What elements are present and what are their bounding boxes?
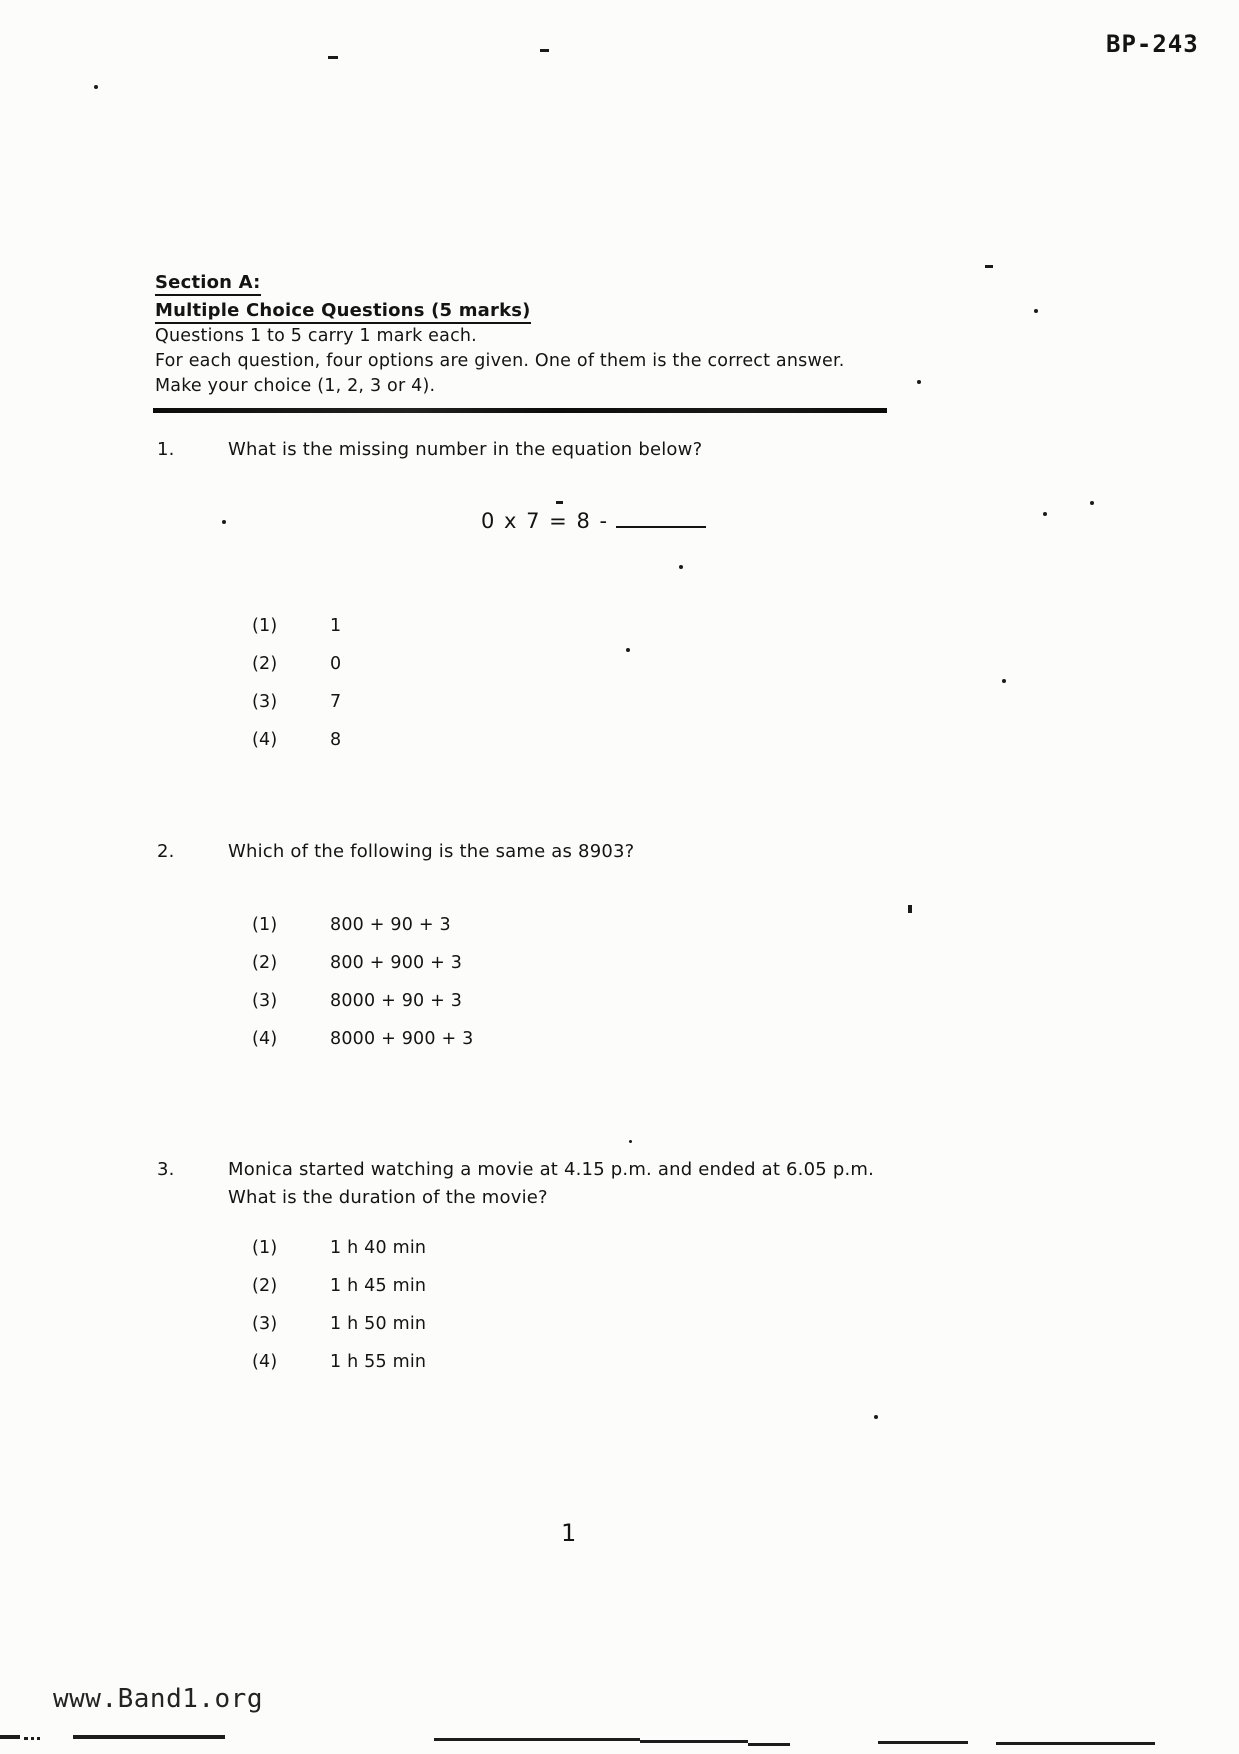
option-row [252,1276,426,1314]
option-value: 8000 + 900 + 3 [330,1029,474,1049]
section-divider-rule [153,408,887,413]
option-row [252,1314,426,1352]
question-number: 3. [157,1159,175,1180]
option-row [252,616,341,654]
question-1 [157,436,702,464]
option-row [252,1029,473,1067]
option-value: 0 [330,654,342,674]
section-subtitle [155,300,531,321]
option-value: 8000 + 90 + 3 [330,991,463,1011]
option-row [252,1238,426,1276]
option-row [252,1352,426,1390]
instruction-line: For each question, four options are given. One of them is the correct answer. [155,351,845,371]
footer-url: www.Band1.org [53,1684,263,1714]
option-row [252,953,473,991]
option-row [252,991,473,1029]
option-value: 800 + 900 + 3 [330,953,463,973]
option-label: (4) [252,1029,278,1049]
question-2 [157,838,634,866]
question-text-line-1: Monica started watching a movie at 4.15 p.m. and ended at 6.05 p.m. [228,1159,875,1180]
option-value: 1 h 40 min [330,1238,427,1258]
option-label: (1) [252,616,278,636]
option-value: 8 [330,730,342,750]
option-value: 1 h 45 min [330,1276,427,1296]
question-text: Which of the following is the same as 8903? [228,841,635,862]
option-value: 1 h 55 min [330,1352,427,1372]
option-label: (3) [252,692,278,712]
question-text-line-2: What is the duration of the movie? [228,1187,548,1208]
option-value: 1 h 50 min [330,1314,427,1334]
option-label: (3) [252,1314,278,1334]
page-number: 1 [561,1519,577,1547]
section-title [155,272,261,293]
option-value: 1 [330,616,342,636]
section-title-text: Section A: [155,272,261,296]
option-row [252,730,341,768]
question-number: 1. [157,439,175,460]
question-1-options [252,616,341,768]
option-label: (1) [252,1238,278,1258]
option-label: (2) [252,654,278,674]
option-label: (2) [252,1276,278,1296]
option-row [252,915,473,953]
equation [481,509,706,533]
option-value: 7 [330,692,342,712]
question-3-options [252,1238,426,1390]
option-label: (2) [252,953,278,973]
question-3 [157,1156,874,1212]
instruction-line: Questions 1 to 5 carry 1 mark each. [155,326,477,346]
question-number: 2. [157,841,175,862]
equation-text: 0 x 7 = 8 - [481,509,609,533]
section-subtitle-text: Multiple Choice Questions (5 marks) [155,300,531,324]
instruction-line: Make your choice (1, 2, 3 or 4). [155,376,436,396]
document-code: BP-243 [1106,30,1199,58]
option-label: (4) [252,730,278,750]
option-label: (4) [252,1352,278,1372]
question-text: What is the missing number in the equation below? [228,439,703,460]
option-row [252,654,341,692]
option-label: (3) [252,991,278,1011]
question-2-options [252,915,473,1067]
answer-blank-line [616,512,706,528]
option-row [252,692,341,730]
option-value: 800 + 90 + 3 [330,915,451,935]
option-label: (1) [252,915,278,935]
